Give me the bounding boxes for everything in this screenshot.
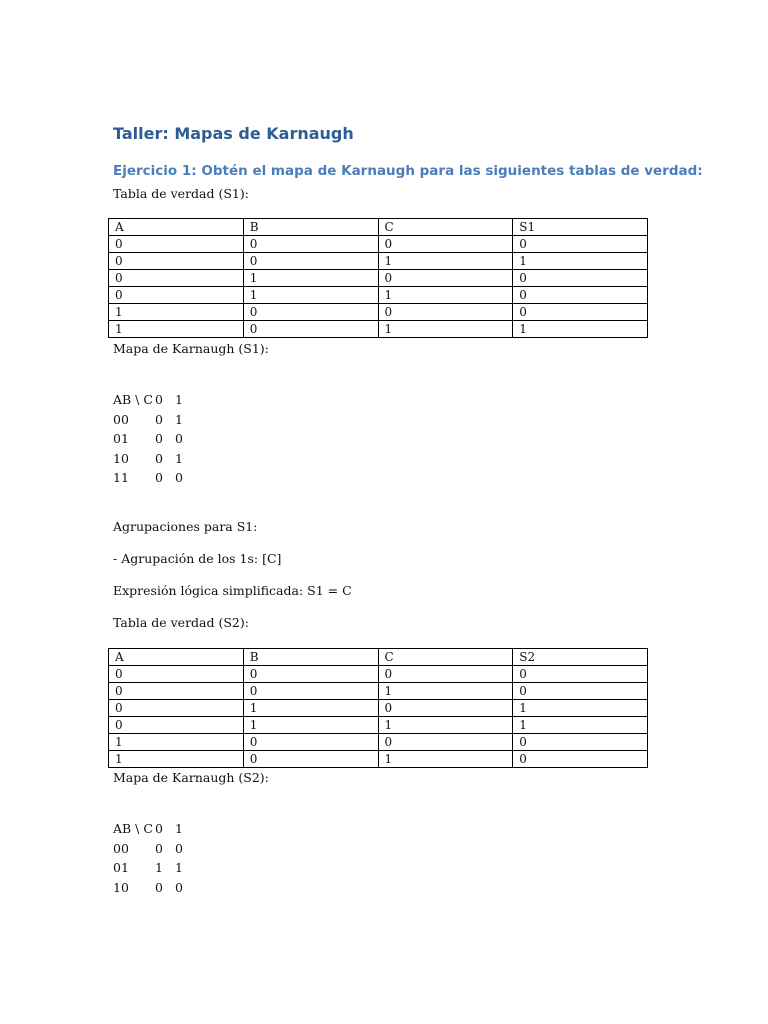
header-cell: S2 (513, 649, 648, 666)
table-cell: 0 (378, 236, 513, 253)
table-row (109, 270, 648, 287)
kmap-row (113, 410, 195, 430)
kmap-cell: 0 (155, 840, 163, 856)
kmap-cell: 1 (155, 860, 163, 875)
table-cell: 0 (513, 666, 648, 683)
table-cell: 0 (513, 236, 648, 253)
s1-kmap-label: Mapa de Karnaugh (S1): (113, 341, 269, 356)
table-cell: 0 (243, 683, 378, 700)
table-cell: 0 (109, 700, 244, 717)
table-row (109, 666, 648, 683)
header-cell: A (109, 219, 244, 236)
kmap-corner-label: AB \ C (113, 392, 153, 407)
table-cell: 0 (378, 700, 513, 717)
s1-truth-table (108, 218, 648, 338)
table-row (109, 236, 648, 253)
table-cell: 1 (378, 683, 513, 700)
s1-grouping: - Agrupación de los 1s: [C] (113, 551, 282, 566)
s1-expression: Expresión lógica simplificada: S1 = C (113, 583, 352, 598)
kmap-row (113, 839, 195, 859)
table-row (109, 734, 648, 751)
header-cell: S1 (513, 219, 648, 236)
kmap-row-label: 10 (113, 450, 129, 466)
kmap-row-label: 01 (113, 431, 129, 446)
kmap-cell: 0 (155, 431, 163, 446)
s2-table-label: Tabla de verdad (S2): (113, 615, 249, 630)
table-cell: 0 (513, 287, 648, 304)
kmap-header-row (113, 390, 195, 410)
kmap-cell: 1 (175, 450, 183, 466)
kmap-cell: 0 (155, 450, 163, 466)
header-cell: A (109, 649, 244, 666)
table-row (109, 717, 648, 734)
table-cell: 1 (243, 700, 378, 717)
table-cell: 0 (378, 270, 513, 287)
table-cell: 1 (109, 734, 244, 751)
kmap-cell: 1 (175, 411, 183, 427)
kmap-row (113, 429, 195, 449)
table-cell: 1 (378, 253, 513, 270)
kmap-row (113, 449, 195, 469)
header-cell: B (243, 219, 378, 236)
table-cell: 0 (513, 734, 648, 751)
kmap-row-label: 11 (113, 470, 129, 485)
table-cell: 1 (378, 717, 513, 734)
table-cell: 0 (513, 304, 648, 321)
table-cell: 0 (378, 734, 513, 751)
table-cell: 0 (243, 666, 378, 683)
table-cell: 1 (109, 751, 244, 768)
table-cell: 0 (243, 321, 378, 338)
table-cell: 0 (243, 236, 378, 253)
kmap-cell: 0 (175, 470, 183, 485)
table-cell: 0 (109, 683, 244, 700)
kmap-col-label: 0 (155, 821, 163, 836)
s1-karnaugh-map (113, 390, 195, 488)
table-row (109, 304, 648, 321)
s1-groupings-label: Agrupaciones para S1: (113, 519, 258, 534)
table-header-row (109, 219, 648, 236)
table-cell: 1 (109, 321, 244, 338)
header-cell: C (378, 219, 513, 236)
table-cell: 0 (378, 666, 513, 683)
kmap-cell: 0 (155, 879, 163, 895)
kmap-cell: 0 (175, 840, 183, 856)
table-cell: 0 (243, 304, 378, 321)
header-cell: B (243, 649, 378, 666)
table-row (109, 287, 648, 304)
table-cell: 0 (109, 666, 244, 683)
table-row (109, 321, 648, 338)
table-cell: 0 (513, 751, 648, 768)
table-cell: 0 (378, 304, 513, 321)
table-cell: 0 (513, 683, 648, 700)
table-cell: 1 (243, 717, 378, 734)
table-cell: 1 (513, 717, 648, 734)
kmap-corner-label: AB \ C (113, 821, 153, 836)
table-cell: 1 (378, 287, 513, 304)
kmap-cell: 0 (175, 879, 183, 895)
kmap-row (113, 878, 195, 898)
table-cell: 1 (513, 321, 648, 338)
kmap-row-label: 00 (113, 840, 129, 856)
table-cell: 0 (109, 270, 244, 287)
kmap-header-row (113, 819, 195, 839)
table-cell: 1 (243, 270, 378, 287)
table-cell: 0 (109, 717, 244, 734)
header-cell: C (378, 649, 513, 666)
kmap-row-label: 10 (113, 879, 129, 895)
table-cell: 0 (243, 253, 378, 270)
kmap-col-label: 0 (155, 392, 163, 407)
table-cell: 0 (513, 270, 648, 287)
table-cell: 0 (243, 734, 378, 751)
kmap-cell: 0 (155, 411, 163, 427)
table-cell: 1 (109, 304, 244, 321)
table-cell: 1 (378, 751, 513, 768)
kmap-cell: 1 (175, 860, 183, 875)
s2-karnaugh-map (113, 819, 195, 897)
s2-truth-table (108, 648, 648, 768)
table-cell: 0 (109, 287, 244, 304)
table-cell: 0 (109, 236, 244, 253)
kmap-cell: 0 (175, 431, 183, 446)
table-cell: 1 (378, 321, 513, 338)
table-cell: 1 (243, 287, 378, 304)
kmap-cell: 0 (155, 470, 163, 485)
table-row (109, 683, 648, 700)
table-row (109, 253, 648, 270)
table-cell: 0 (109, 253, 244, 270)
table-cell: 1 (513, 253, 648, 270)
s2-kmap-label: Mapa de Karnaugh (S2): (113, 770, 269, 785)
kmap-col-label: 1 (175, 392, 183, 407)
exercise-heading: Ejercicio 1: Obtén el mapa de Karnaugh para las siguientes tablas de verdad: (113, 163, 703, 179)
table-header-row (109, 649, 648, 666)
kmap-row (113, 468, 195, 488)
table-cell: 0 (243, 751, 378, 768)
table-cell: 1 (513, 700, 648, 717)
kmap-row-label: 01 (113, 860, 129, 875)
s1-table-label: Tabla de verdad (S1): (113, 186, 249, 201)
kmap-row (113, 858, 195, 878)
table-row (109, 700, 648, 717)
kmap-col-label: 1 (175, 821, 183, 836)
page-title: Taller: Mapas de Karnaugh (113, 124, 354, 143)
kmap-row-label: 00 (113, 411, 129, 427)
table-row (109, 751, 648, 768)
